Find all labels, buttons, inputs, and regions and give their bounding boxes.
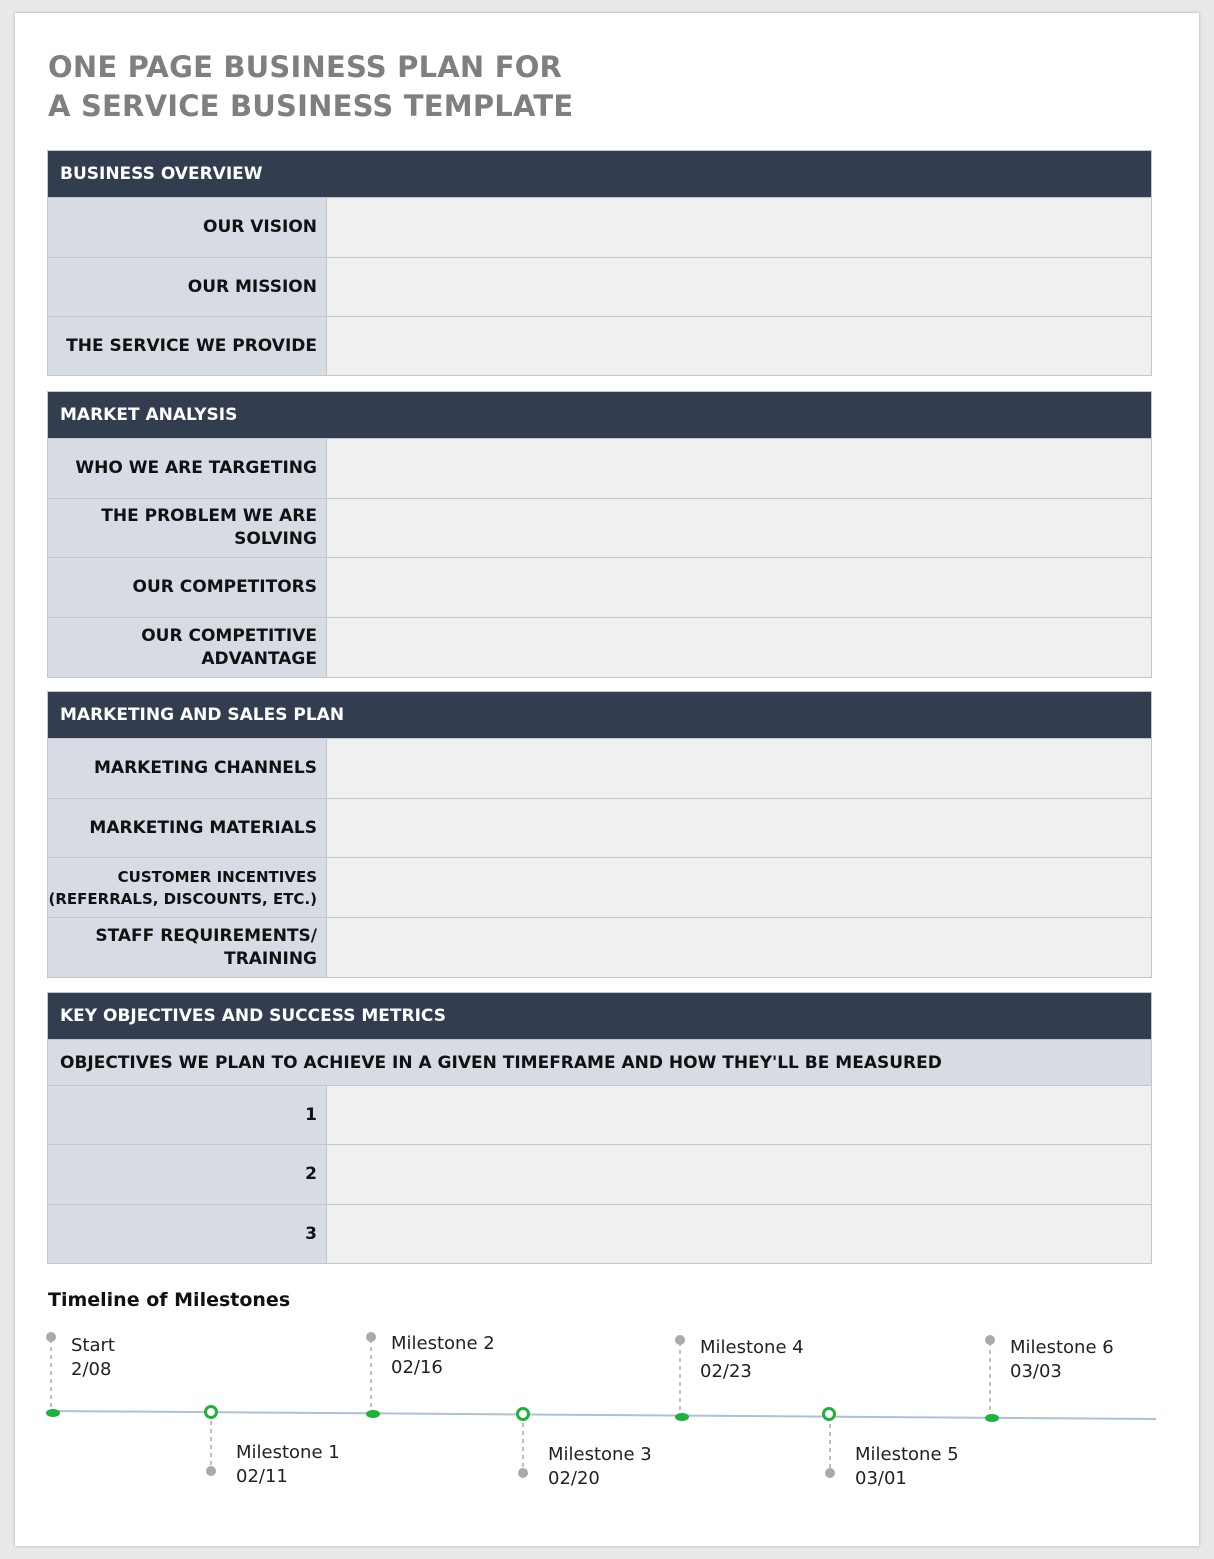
milestone-date: 02/11 [236, 1466, 288, 1487]
section-header: BUSINESS OVERVIEW [48, 151, 1151, 197]
section-header: MARKET ANALYSIS [48, 392, 1151, 438]
row-label: STAFF REQUIREMENTS/ TRAINING [48, 918, 327, 977]
row-label: CUSTOMER INCENTIVES (REFERRALS, DISCOUNTS, ETC.) [48, 858, 327, 917]
milestone-name: Milestone 4 [700, 1337, 804, 1358]
milestone-1 [236, 1441, 340, 1489]
milestone-name: Milestone 6 [1010, 1337, 1114, 1358]
milestone-name: Milestone 3 [548, 1444, 652, 1465]
timeline-title: Timeline of Milestones [48, 1289, 291, 1311]
pin-dot [46, 1332, 56, 1342]
pin-dot [206, 1466, 216, 1476]
pin-dot [518, 1468, 528, 1478]
row-label: THE PROBLEM WE ARE SOLVING [48, 499, 327, 557]
milestone-6 [1010, 1336, 1114, 1384]
objectives-subheader: OBJECTIVES WE PLAN TO ACHIEVE IN A GIVEN TIMEFRAME AND HOW THEY'LL BE MEASURED [48, 1039, 1151, 1085]
row-label: MARKETING CHANNELS [48, 739, 327, 798]
milestone-3 [548, 1443, 652, 1491]
pin-dot [985, 1335, 995, 1345]
row-label: OUR VISION [48, 198, 327, 257]
pin-dot [366, 1332, 376, 1342]
milestone-date: 03/03 [1010, 1361, 1062, 1382]
title-line-2: A SERVICE BUSINESS TEMPLATE [48, 89, 574, 123]
milestone-4 [700, 1336, 804, 1384]
row-number: 2 [48, 1145, 327, 1204]
section-header: MARKETING AND SALES PLAN [48, 692, 1151, 738]
pin-dot [825, 1468, 835, 1478]
milestone-marker [985, 1414, 999, 1422]
milestone-date: 02/23 [700, 1361, 752, 1382]
row-label: OUR COMPETITORS [48, 558, 327, 617]
milestone-marker [366, 1410, 380, 1418]
section-header: KEY OBJECTIVES AND SUCCESS METRICS [48, 993, 1151, 1039]
milestone-date: 03/01 [855, 1468, 907, 1489]
title-line-1: ONE PAGE BUSINESS PLAN FOR [48, 50, 563, 84]
milestone-start [71, 1334, 115, 1382]
pin-dot [675, 1335, 685, 1345]
milestone-date: 02/16 [391, 1357, 443, 1378]
milestone-date: 2/08 [71, 1359, 112, 1380]
row-label: MARKETING MATERIALS [48, 799, 327, 857]
milestone-name: Milestone 2 [391, 1333, 495, 1354]
row-number: 1 [48, 1086, 327, 1144]
milestone-marker [675, 1413, 689, 1421]
milestone-marker [518, 1409, 529, 1420]
row-number: 3 [48, 1205, 327, 1263]
milestone-marker [46, 1409, 60, 1417]
row-label: WHO WE ARE TARGETING [48, 439, 327, 498]
milestone-2 [391, 1332, 495, 1380]
milestone-5 [855, 1443, 959, 1491]
milestone-name: Milestone 1 [236, 1442, 340, 1463]
milestone-name: Start [71, 1335, 115, 1356]
milestone-name: Milestone 5 [855, 1444, 959, 1465]
milestone-date: 02/20 [548, 1468, 600, 1489]
row-label: OUR MISSION [48, 258, 327, 316]
milestone-marker [824, 1409, 835, 1420]
milestone-marker [206, 1407, 217, 1418]
row-label: THE SERVICE WE PROVIDE [48, 317, 327, 375]
row-label: OUR COMPETITIVE ADVANTAGE [48, 618, 327, 677]
